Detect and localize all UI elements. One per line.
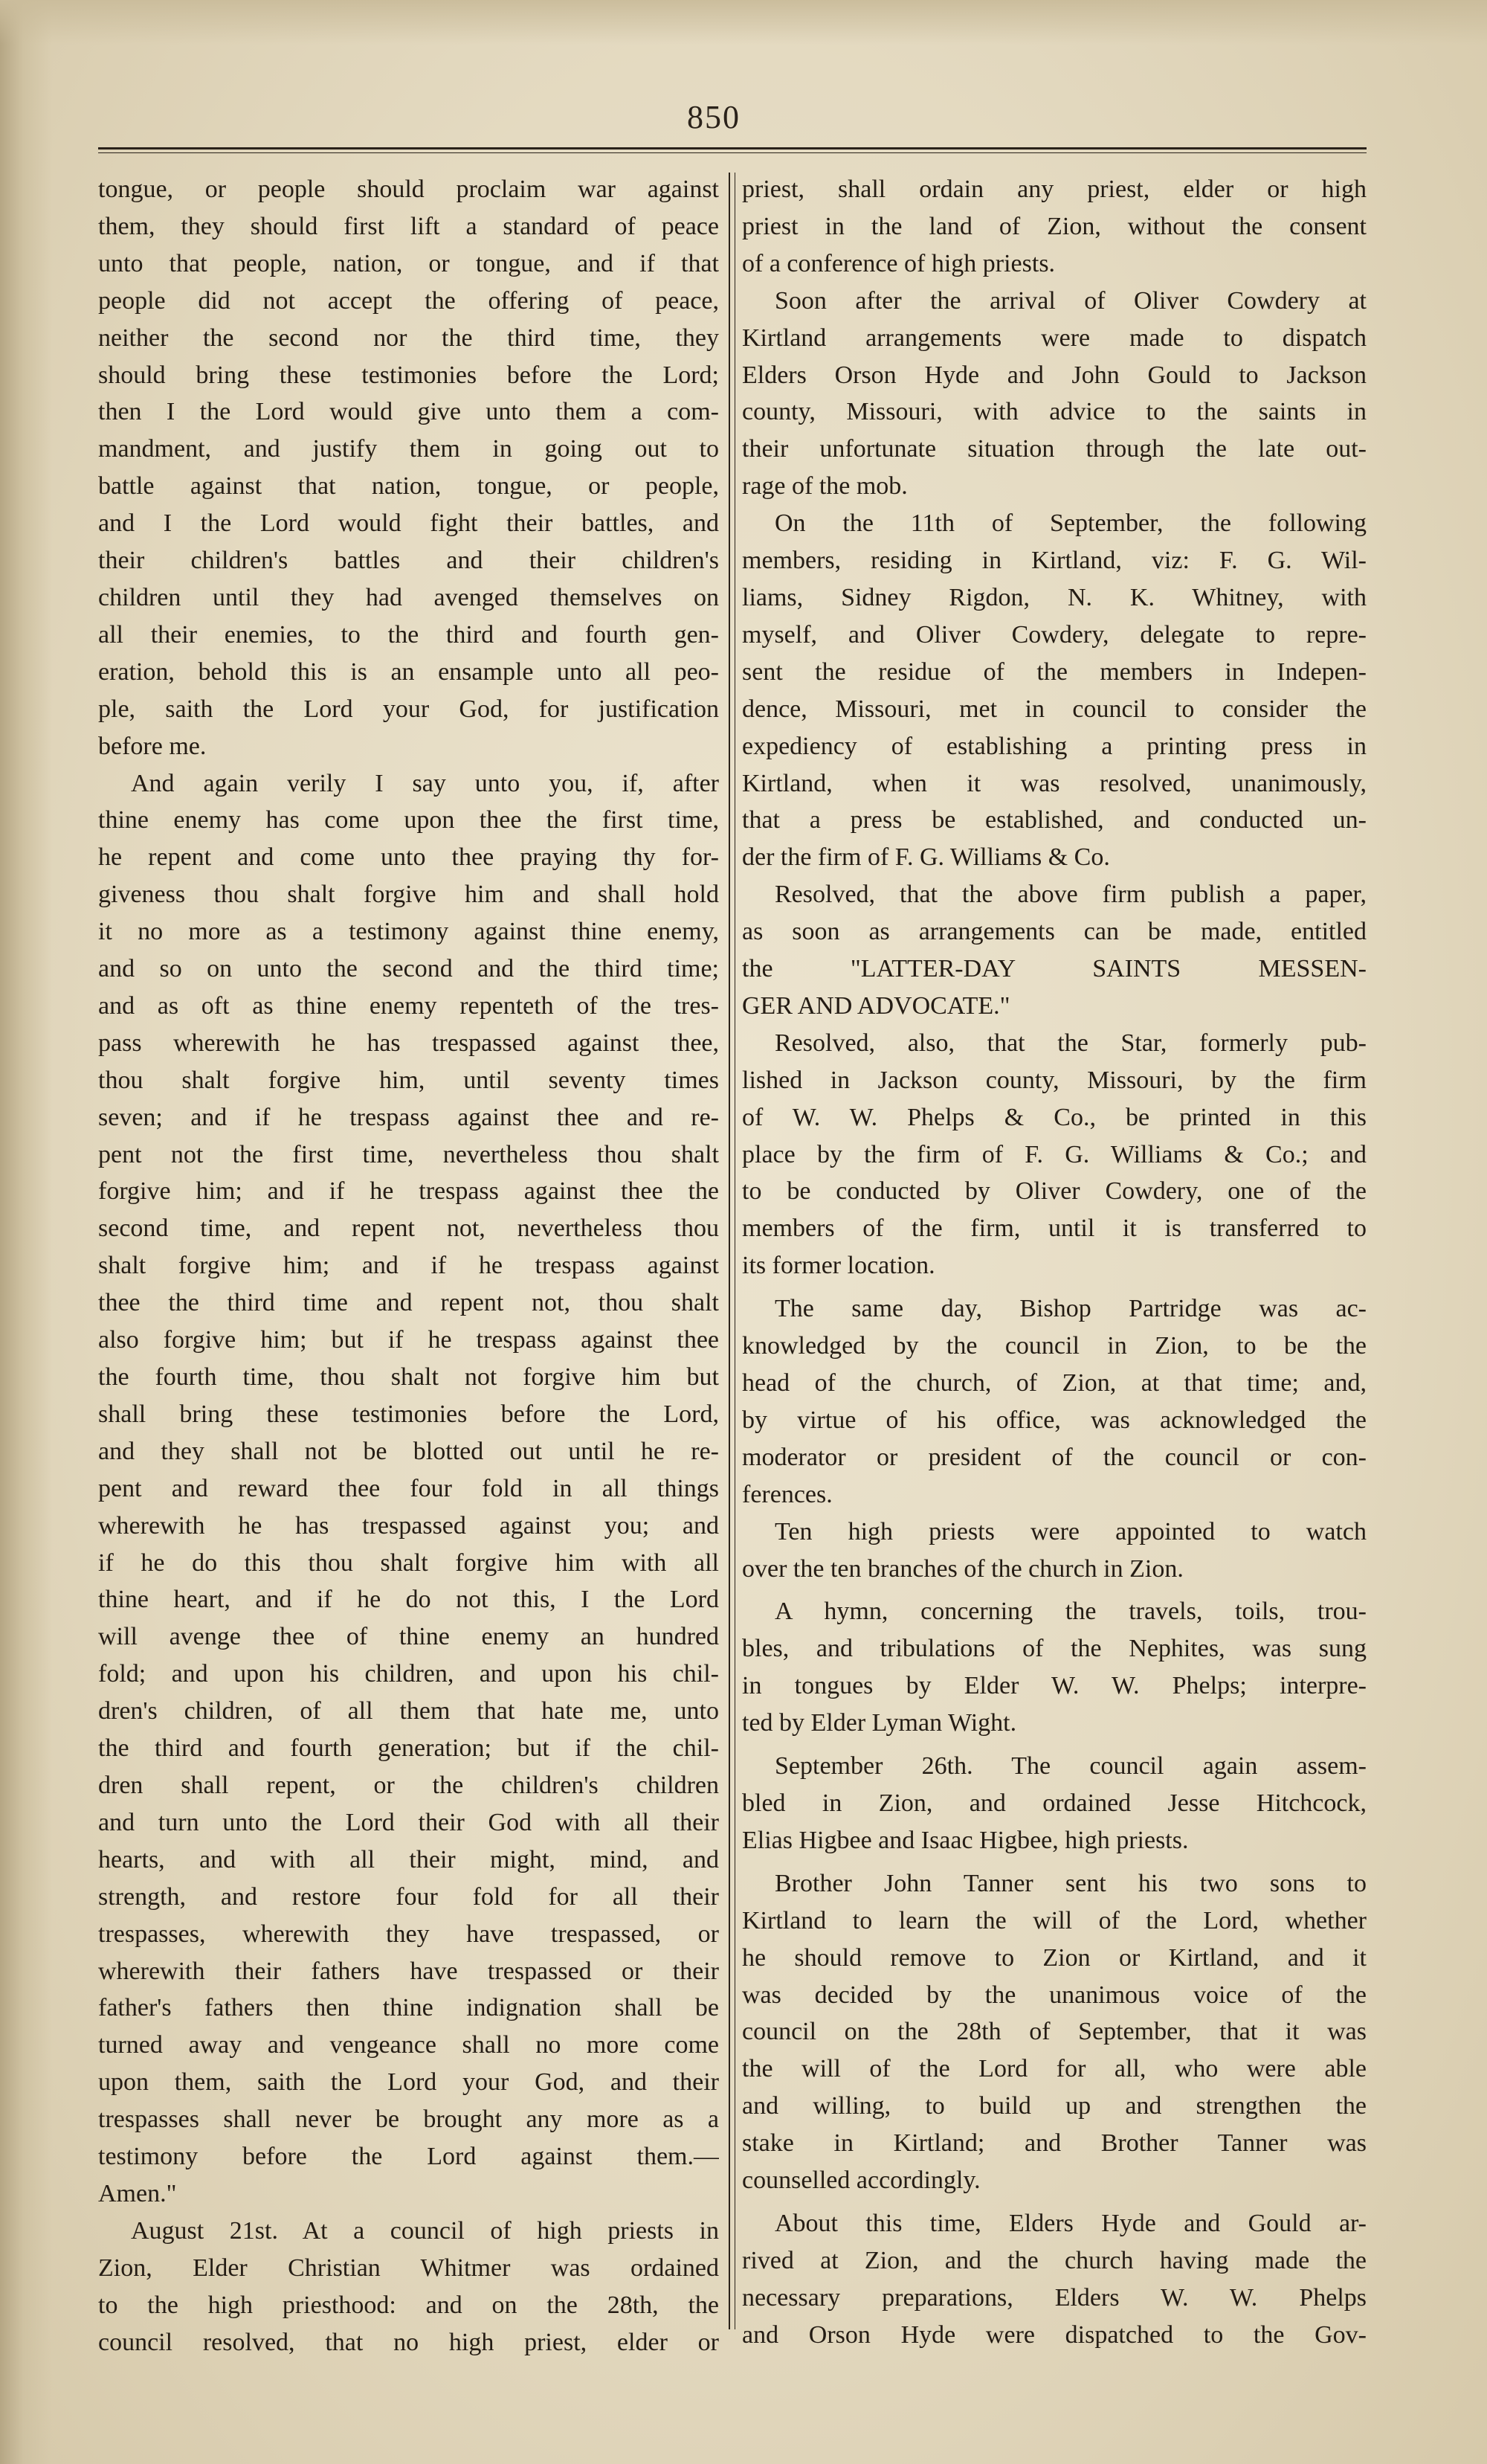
text-line: to be conducted by Oliver Cowdery, one of the [742, 1177, 1367, 1206]
text-line: Resolved, that the above firm publish a paper, [775, 881, 1367, 909]
text-line: bles, and tribulations of the Nephites, was sung [742, 1635, 1367, 1663]
text-line: rived at Zion, and the church having made the [742, 2246, 1367, 2274]
text-line: priest in the land of Zion, without the consent [742, 212, 1367, 240]
text-line: by virtue of his office, was acknowledged the [742, 1406, 1367, 1434]
text-line: turned away and vengeance shall no more come [98, 2031, 719, 2059]
text-line: their children's battles and their children's [98, 547, 719, 575]
text-line: its former location. [742, 1252, 935, 1280]
text-line: children until they had avenged themselves on [98, 583, 719, 611]
text-line: ted by Elder Lyman Wight. [742, 1709, 1017, 1737]
text-line: And again verily I say unto you, if, after [131, 769, 719, 797]
paragraph-gap [742, 2199, 1367, 2205]
text-line: moderator or president of the council or con- [742, 1443, 1367, 1471]
text-line: Kirtland, when it was resolved, unanimously, [742, 769, 1367, 797]
text-line: knowledged by the council in Zion, to be the [742, 1332, 1367, 1360]
text-line: testimony before the Lord against them.— [98, 2143, 719, 2171]
text-line: On the 11th of September, the following [775, 509, 1367, 538]
text-line: father's fathers then thine indignation shall be [98, 1994, 719, 2022]
text-line: ferences. [742, 1480, 833, 1508]
text-line: it no more as a testimony against thine enemy, [98, 918, 719, 946]
text-line: pass wherewith he has trespassed against thee, [98, 1029, 719, 1057]
text-line: A hymn, concerning the travels, toils, trou- [775, 1598, 1367, 1626]
paragraph-gap [742, 1284, 1367, 1290]
text-line: and Orson Hyde were dispatched to the Gov- [742, 2320, 1367, 2349]
paragraph-gap [742, 1742, 1367, 1748]
text-line: Soon after the arrival of Oliver Cowdery at [775, 286, 1367, 315]
text-line: members, residing in Kirtland, viz: F. G. Wil- [742, 547, 1367, 575]
text-line: strength, and restore four fold for all their [98, 1882, 719, 1911]
text-line: people did not accept the offering of peace, [98, 286, 719, 315]
text-line: The same day, Bishop Partridge was ac- [775, 1295, 1367, 1323]
text-line: he should remove to Zion or Kirtland, and it [742, 1943, 1367, 1972]
text-line: mandment, and justify them in going out to [98, 435, 719, 463]
text-line: thine enemy has come upon thee the first time, [98, 806, 719, 834]
text-line: seven; and if he trespass against thee and re- [98, 1103, 719, 1131]
text-line: wherewith their fathers have trespassed or their [98, 1957, 719, 1985]
text-line: necessary preparations, Elders W. W. Phelps [742, 2283, 1367, 2312]
text-line: trespasses, wherewith they have trespassed, or [98, 1920, 719, 1948]
text-line: council resolved, that no high priest, elder or [98, 2328, 719, 2356]
text-line: rage of the mob. [742, 472, 908, 501]
text-line: battle against that nation, tongue, or people, [98, 472, 719, 501]
text-line: of W. W. Phelps & Co., be printed in this [742, 1103, 1367, 1131]
text-line: eration, behold this is an ensample unto all peo- [98, 657, 719, 686]
text-line: that a press be established, and conducted un- [742, 806, 1367, 834]
text-line: members of the firm, until it is transferred to [742, 1215, 1367, 1243]
text-line: head of the church, of Zion, at that time; and, [742, 1369, 1367, 1397]
text-line: place by the firm of F. G. Williams & Co.; and [742, 1140, 1367, 1168]
text-line: council on the 28th of September, that it was [742, 2018, 1367, 2046]
text-line: dence, Missouri, met in council to consider the [742, 695, 1367, 723]
page-edge-shadow [0, 0, 52, 2464]
text-line: expediency of establishing a printing press in [742, 732, 1367, 760]
text-line: trespasses shall never be brought any more as a [98, 2106, 719, 2134]
text-line: Ten high priests were appointed to watch [775, 1517, 1367, 1545]
text-line: GER AND ADVOCATE." [742, 991, 1010, 1020]
text-line: pent and reward thee four fold in all things [98, 1474, 719, 1502]
text-line: neither the second nor the third time, they [98, 324, 719, 352]
text-line: Elders Orson Hyde and John Gould to Jackson [742, 361, 1367, 389]
text-line: Amen." [98, 2179, 177, 2207]
text-line: the "LATTER-DAY SAINTS MESSEN- [742, 955, 1367, 983]
text-line: was decided by the unanimous voice of the [742, 1981, 1367, 2009]
page-top-shadow [0, 0, 1487, 45]
text-line: Brother John Tanner sent his two sons to [775, 1869, 1367, 1897]
text-line: About this time, Elders Hyde and Gould ar- [775, 2209, 1367, 2237]
header-rule [98, 147, 1367, 149]
text-line: liams, Sidney Rigdon, N. K. Whitney, with [742, 583, 1367, 611]
right-column [742, 171, 1367, 2354]
text-line: the third and fourth generation; but if the chil- [98, 1734, 719, 1763]
text-line: of a conference of high priests. [742, 249, 1056, 277]
text-line: unto that people, nation, or tongue, and if that [98, 249, 719, 277]
text-line: also forgive him; but if he trespass against thee [98, 1326, 719, 1354]
text-line: tongue, or people should proclaim war against [98, 176, 719, 203]
text-line: over the ten branches of the church in Zion. [742, 1554, 1184, 1583]
text-line: fold; and upon his children, and upon his chil- [98, 1660, 719, 1688]
left-column [98, 171, 719, 2361]
text-line: September 26th. The council again assem- [775, 1752, 1367, 1781]
text-line: shalt forgive him; and if he trespass against [98, 1252, 719, 1280]
text-line: the will of the Lord for all, who were able [742, 2055, 1367, 2083]
text-line: dren shall repent, or the children's children [98, 1771, 719, 1799]
text-line: if he do this thou shalt forgive him with all [98, 1548, 719, 1577]
text-line: thee the third time and repent not, thou shalt [98, 1289, 719, 1317]
text-line: their unfortunate situation through the late out- [742, 435, 1367, 463]
text-line: then I the Lord would give unto them a com- [98, 398, 719, 426]
text-line: der the firm of F. G. Williams & Co. [742, 843, 1110, 872]
text-line: priest, shall ordain any priest, elder or high [742, 176, 1367, 203]
text-line: dren's children, of all them that hate me, unto [98, 1697, 719, 1725]
text-line: them, they should first lift a standard of peace [98, 212, 719, 240]
paragraph-gap [742, 1587, 1367, 1593]
header-rule-thin [98, 152, 1367, 153]
text-line: wherewith he has trespassed against you; and [98, 1511, 719, 1540]
text-line: August 21st. At a council of high priests in [131, 2216, 719, 2245]
text-line: as soon as arrangements can be made, entitled [742, 918, 1367, 946]
text-line: county, Missouri, with advice to the saints in [742, 398, 1367, 426]
text-line: and turn unto the Lord their God with all their [98, 1808, 719, 1836]
text-line: thine heart, and if he do not this, I the Lord [98, 1586, 719, 1614]
text-line: myself, and Oliver Cowdery, delegate to repre- [742, 620, 1367, 649]
text-line: shall bring these testimonies before the Lord, [98, 1400, 719, 1428]
text-line: he repent and come unto thee praying thy for- [98, 843, 719, 872]
text-line: hearts, and with all their might, mind, and [98, 1845, 719, 1873]
text-line: the fourth time, thou shalt not forgive him but [98, 1363, 719, 1391]
text-line: thou shalt forgive him, until seventy times [98, 1066, 719, 1094]
text-line: forgive him; and if he trespass against thee the [98, 1177, 719, 1206]
text-line: should bring these testimonies before the Lord; [98, 361, 719, 389]
column-divider [729, 173, 735, 2329]
text-line: bled in Zion, and ordained Jesse Hitchcock, [742, 1789, 1367, 1817]
text-line: before me. [98, 732, 207, 760]
text-line: Kirtland to learn the will of the Lord, whether [742, 1906, 1367, 1934]
text-line: and willing, to build up and strengthen the [742, 2092, 1367, 2120]
text-line: will avenge thee of thine enemy an hundred [98, 1623, 719, 1651]
page-number: 850 [687, 99, 741, 135]
text-line: Kirtland arrangements were made to dispatch [742, 324, 1367, 352]
text-line: counselled accordingly. [742, 2167, 981, 2195]
text-line: pent not the first time, nevertheless thou shalt [98, 1140, 719, 1168]
text-line: second time, and repent not, nevertheless thou [98, 1215, 719, 1243]
text-line: sent the residue of the members in Indepen- [742, 657, 1367, 686]
text-line: lished in Jackson county, Missouri, by the firm [742, 1066, 1367, 1094]
text-line: Resolved, also, that the Star, formerly pub- [775, 1029, 1367, 1057]
text-line: and so on unto the second and the third time; [98, 955, 719, 983]
text-line: and I the Lord would fight their battles, and [98, 509, 719, 538]
text-line: Elias Higbee and Isaac Higbee, high priests. [742, 1826, 1189, 1854]
text-line: upon them, saith the Lord your God, and their [98, 2068, 719, 2097]
text-line: stake in Kirtland; and Brother Tanner was [742, 2129, 1367, 2158]
text-line: Zion, Elder Christian Whitmer was ordained [98, 2254, 719, 2282]
text-line: all their enemies, to the third and fourth gen- [98, 620, 719, 649]
text-line: and as oft as thine enemy repenteth of the tres- [98, 991, 719, 1020]
text-line: and they shall not be blotted out until he re- [98, 1437, 719, 1465]
text-line: ple, saith the Lord your God, for justification [98, 695, 719, 723]
text-line: in tongues by Elder W. W. Phelps; interpre- [742, 1672, 1367, 1700]
text-line: to the high priesthood: and on the 28th, the [98, 2291, 719, 2319]
paragraph-gap [742, 1859, 1367, 1865]
text-line: giveness thou shalt forgive him and shall hold [98, 881, 719, 909]
